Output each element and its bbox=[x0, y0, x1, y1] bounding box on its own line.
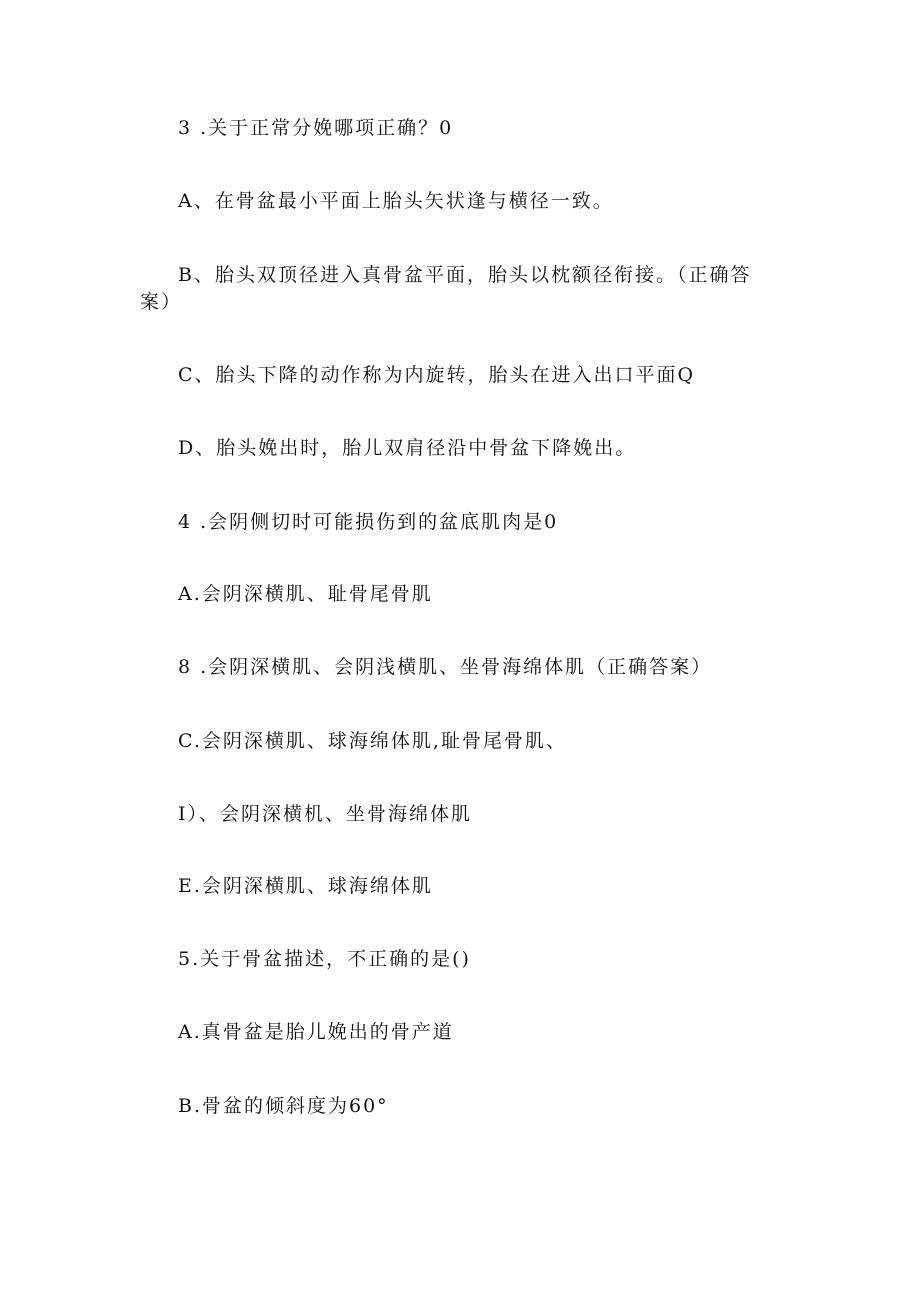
question-4-option-b: 8 .会阴深横肌、会阴浅横肌、坐骨海绵体肌（正确答案） bbox=[178, 656, 713, 678]
question-4-option-c: C.会阴深横肌、球海绵体肌,耻骨尾骨肌、 bbox=[178, 730, 567, 752]
question-3-option-c: C、胎头下降的动作称为内旋转，胎头在进入出口平面Q bbox=[178, 364, 696, 386]
question-3-option-d: D、胎头娩出时，胎儿双肩径沿中骨盆下降娩出。 bbox=[178, 437, 637, 459]
question-3-option-b: B、胎头双顶径进入真骨盆平面，胎头以枕额径衔接。（正确答 bbox=[178, 264, 752, 286]
question-5-option-a: A.真骨盆是胎儿娩出的骨产道 bbox=[178, 1021, 454, 1043]
question-4-option-e: E.会阴深横肌、球海绵体肌 bbox=[178, 875, 433, 897]
question-4-option-d: I）、会阴深横机、坐骨海绵体肌 bbox=[178, 803, 473, 825]
question-4-stem: 4 .会阴侧切时可能损伤到的盆底肌肉是0 bbox=[178, 511, 559, 533]
question-5-option-b: B.骨盆的倾斜度为60° bbox=[178, 1095, 389, 1117]
question-4-option-a: A.会阴深横肌、耻骨尾骨肌 bbox=[178, 583, 433, 605]
question-3-option-b-continued: 案） bbox=[140, 291, 183, 313]
question-3-option-a: A、在骨盆最小平面上胎头矢状逢与横径一致。 bbox=[178, 190, 614, 212]
question-5-stem: 5.关于骨盆描述，不正确的是() bbox=[178, 948, 471, 970]
question-3-stem: 3 .关于正常分娩哪项正确？0 bbox=[178, 117, 454, 139]
